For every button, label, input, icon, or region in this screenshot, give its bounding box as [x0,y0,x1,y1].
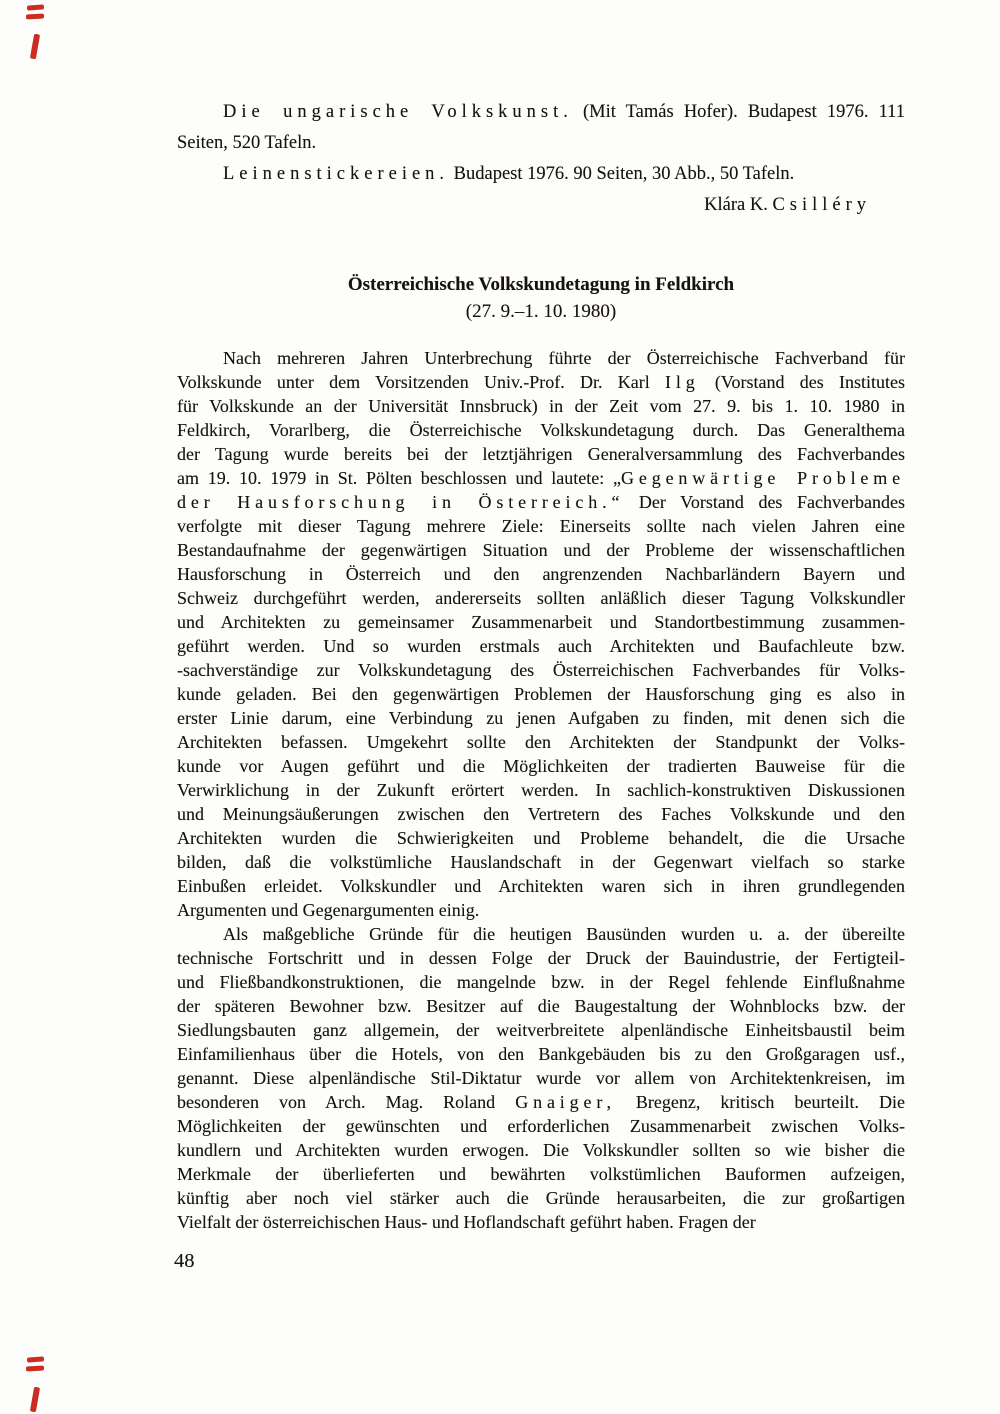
text-line [177,994,905,1018]
text-run: Einfamilienhaus über die Hotels, von den Bankgebäuden bis zu den Großgaragen usf., [177,1044,905,1064]
text-line [177,610,905,634]
text-run: Bregenz, kritisch beurteilt. Die [615,1092,905,1112]
text-run: Der Vorstand des Fachverbandes [624,492,905,512]
text-line [177,1066,905,1090]
letterspaced-text-run: Gnaiger, [515,1092,616,1112]
text-line [177,514,905,538]
text-run: Siedlungsbauten ganz allgemein, der weitverbreitete alpenländische Einheitsbaustil beim [177,1020,905,1040]
text-line [177,1210,905,1234]
text-run: -sachverständige zur Volkskundetagung des Österreichischen Fachverbandes für Volks- [177,660,905,680]
text-line [177,466,905,490]
text-run: geführt werden. Und so wurden erstmals auch Architekten und Baufachleute bzw. [177,636,905,656]
red-mark-dash [26,14,44,20]
text-line [177,562,905,586]
text-run: für Volkskunde an der Universität Innsbruck) in der Zeit vom 27. 9. bis 1. 10. 1980 in [177,396,905,416]
text-line [177,442,905,466]
text-line [177,946,905,970]
text-run: Einbußen erleidet. Volkskundler und Architekten waren sich in ihren grundlegenden [177,876,905,896]
text-line [177,826,905,850]
text-run: kunde geladen. Bei den gegenwärtigen Problemen der Hausforschung ging es also in [177,684,905,704]
page-number: 48 [174,1250,195,1272]
text-line [177,874,905,898]
text-run: Verwirklichung in der Zukunft erörtert werden. In sachlich-konstruktiven Diskussionen [177,780,905,800]
text-run: und Architekten zu gemeinsamer Zusammenarbeit und Standortbestimmung zusammen- [177,612,905,632]
letterspaced-text-run: Csilléry [772,195,871,215]
text-line [177,97,905,128]
text-line [177,538,905,562]
text-run: verfolgte mit dieser Tagung mehrere Ziele: Einerseits sollte nach vielen Jahren eine [177,516,905,536]
text-run: besonderen von Arch. Mag. Roland [177,1092,516,1112]
text-run: (Vorstand des Institutes [699,372,906,392]
text-run: und Fließbandkonstruktionen, die mangelnde bzw. in der Regel fehlende Einflußnahme [177,972,905,992]
bibliography-block [177,97,905,221]
text-line [177,922,905,946]
text-run: bilden, daß die volkstümliche Hauslandschaft in der Gegenwart vielfach so starke [177,852,905,872]
text-run: Budapest 1976. 90 Seiten, 30 Abb., 50 Tafeln. [449,164,795,184]
article-paragraph-2 [177,922,905,1234]
text-run: Schweiz durchgeführt werden, andererseits sollten anläßlich dieser Tagung Volkskundler [177,588,905,608]
text-line [177,634,905,658]
article-dates: (27. 9.–1. 10. 1980) [465,301,617,322]
text-line [177,802,905,826]
red-mark-dash [27,1356,44,1362]
letterspaced-text-run: Ilg [665,372,700,392]
text-line [177,346,905,370]
text-line [177,850,905,874]
text-line [177,128,905,159]
text-line [177,970,905,994]
text-line [177,394,905,418]
text-run: genannt. Diese alpenländische Stil-Diktatur wurde vor allem von Architektenkreisen, im [177,1068,905,1088]
article-paragraph-1 [177,346,905,922]
text-run: Merkmale der überlieferten und bewährten volkstümlichen Bauformen aufzeigen, [177,1164,905,1184]
text-run: Volkskunde unter dem Vorsitzenden Univ.-Prof. Dr. Karl [177,372,666,392]
text-run: Vielfalt der österreichischen Haus- und Hoflandschaft geführt haben. Fragen der [177,1212,756,1232]
red-mark-dash [27,4,44,10]
text-run: und Meinungsäußerungen zwischen den Vertretern des Faches Volkskunde und den [177,804,905,824]
text-run: Bestandaufnahme der gegenwärtigen Situation und der Probleme der wissenschaftlichen [177,540,905,560]
text-line [177,418,905,442]
text-line [177,658,905,682]
text-line [177,1090,905,1114]
text-run: Klára K. [704,195,773,215]
letterspaced-text-run: Leinenstickereien. [223,164,450,184]
text-line [177,1186,905,1210]
text-run: Feldkirch, Vorarlberg, die Österreichische Volkskundetagung durch. Das Generalthema [177,420,905,440]
text-line [177,682,905,706]
text-run: kunde vor Augen geführt und die Möglichkeiten der tradierten Bauweise für die [177,756,905,776]
text-line [177,1162,905,1186]
text-line [177,1114,905,1138]
text-line [177,490,905,514]
text-line [177,1042,905,1066]
text-line [177,159,905,190]
text-line [177,1138,905,1162]
text-run: Hausforschung in Österreich und den angrenzenden Nachbarländern Bayern und [177,564,905,584]
text-run: erster Linie darum, eine Verbindung zu jenen Aufgaben zu finden, mit denen sich die [177,708,905,728]
text-run: Argumenten und Gegenargumenten einig. [177,900,480,920]
text-run: künftig aber noch viel stärker auch die Gründe herausarbeiten, die zur großartigen [177,1188,905,1208]
text-run: der späteren Bewohner bzw. Besitzer auf die Baugestaltung der Wohnblocks bzw. der [177,996,905,1016]
text-run: Seiten, 520 Tafeln. [177,133,317,153]
red-mark-stroke [30,1387,40,1413]
text-run: Möglichkeiten der gewünschten und erforderlichen Zusammenarbeit zwischen Volks- [177,1116,905,1136]
text-run: kundlern und Architekten wurden erwogen. Die Volkskundler sollten so wie bisher die [177,1140,905,1160]
text-line [177,898,905,922]
article-title: Österreichische Volkskundetagung in Feldkirch [347,274,735,295]
text-run: technische Fortschritt und in dessen Folge der Druck der Bauindustrie, der Fertigteil- [177,948,905,968]
text-line [177,370,905,394]
text-line [177,754,905,778]
letterspaced-text-run: Die ungarische Volkskunst. [223,102,573,122]
text-run: am 19. 10. 1979 in St. Pölten beschlossen und lautete: „ [177,468,621,488]
text-line [177,586,905,610]
text-line [177,730,905,754]
text-run: Als maßgebliche Gründe für die heutigen Bausünden wurden u. a. der übereilte [223,924,905,944]
article-heading [177,271,905,325]
text-run: (Mit Tamás Hofer). Budapest 1976. 111 [572,102,905,122]
letterspaced-text-run: Gegenwärtige Probleme [621,468,905,488]
text-run: Architekten befassen. Umgekehrt sollte den Architekten der Standpunkt der Volks- [177,732,905,752]
text-line [177,190,905,221]
text-line [177,1018,905,1042]
text-run: Architekten wurden die Schwierigkeiten und Probleme behandelt, die die Ursache [177,828,905,848]
text-line [177,706,905,730]
red-mark-dash [26,1366,44,1372]
letterspaced-text-run: der Hausforschung in Österreich.“ [177,492,625,512]
text-run: der Tagung wurde bereits bei der letztjährigen Generalversammlung des Fachverbandes [177,444,905,464]
red-mark-stroke [30,34,40,60]
text-line [177,778,905,802]
text-run: Nach mehreren Jahren Unterbrechung führte der Österreichische Fachverband für [223,348,905,368]
